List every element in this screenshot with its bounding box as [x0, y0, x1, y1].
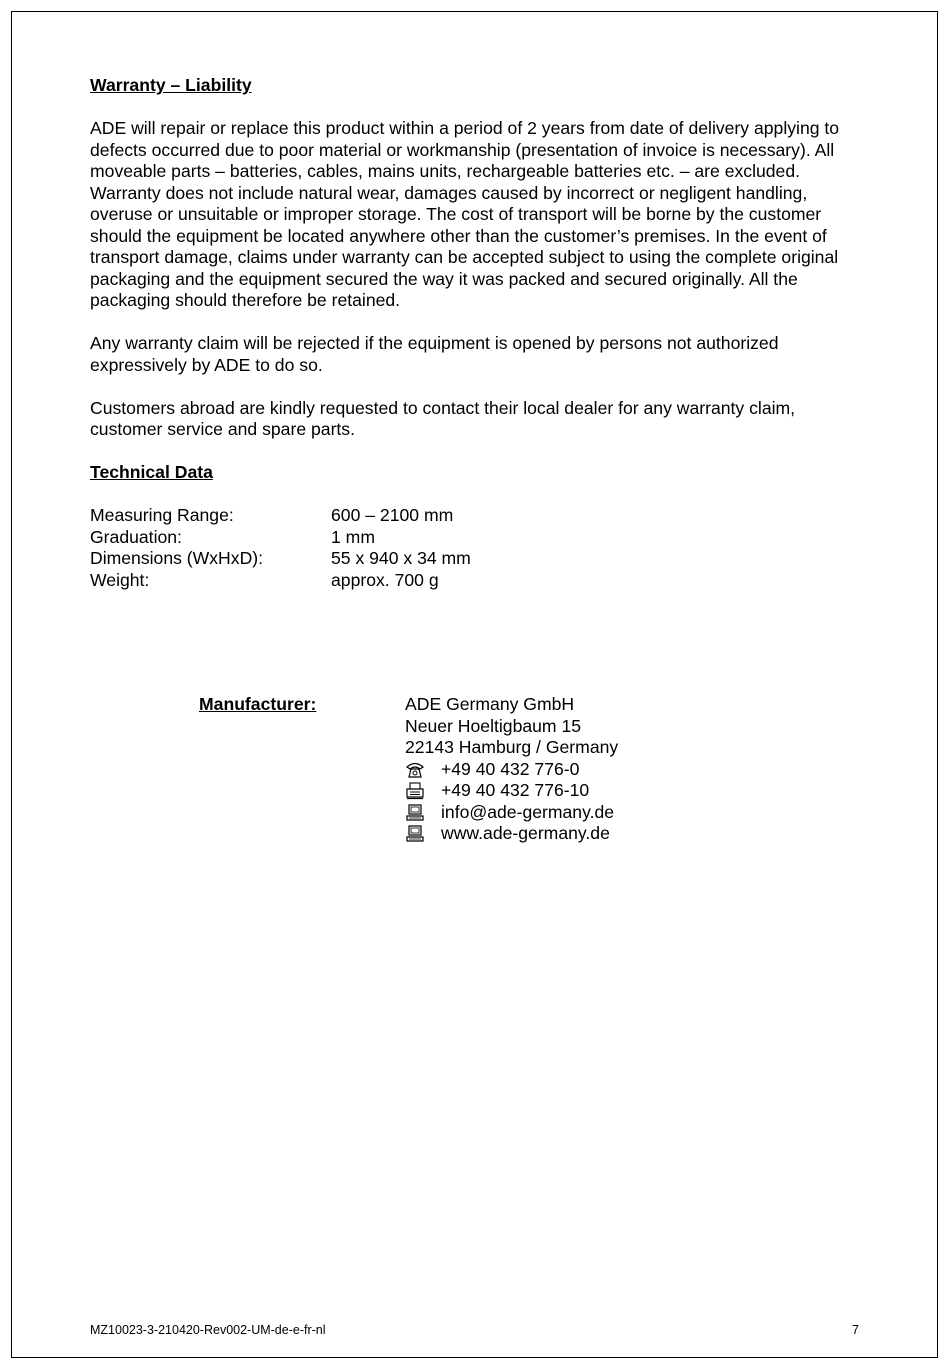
computer-icon	[405, 804, 425, 822]
fax-number: +49 40 432 776-10	[441, 780, 590, 800]
spec-label: Measuring Range:	[90, 505, 234, 525]
computer-icon	[405, 825, 425, 843]
warranty-paragraph-3: Customers abroad are kindly requested to contact their local dealer for any warranty claim, customer service and spare parts.	[90, 397, 796, 439]
phone-number: +49 40 432 776-0	[441, 758, 580, 779]
email-address[interactable]: info@ade-germany.de	[441, 801, 615, 822]
warranty-paragraph-2: Any warranty claim will be rejected if the equipment is opened by persons not authorized expressively by ADE to do so.	[90, 333, 779, 375]
fax-line	[405, 780, 618, 802]
spec-value: 600 – 2100 mm	[331, 505, 454, 525]
website-url[interactable]: www.ade-germany.de	[441, 823, 610, 843]
web-line	[405, 823, 618, 845]
city-address: 22143 Hamburg / Germany	[405, 737, 619, 757]
spec-row-graduation	[90, 527, 870, 549]
company-name: ADE Germany GmbH	[405, 694, 575, 714]
warranty-paragraph-1: ADE will repair or replace this product within a period of 2 years from date of delivery applying to defects occurred due to poor material or workmanship (presentation of invoice is necessary). All moveable parts – batteries, cables, mains units, rechargeable batteries etc. – are excluded. Warranty does not include natural wear, damages caused by incorrect or negligent handling, overuse or unsuitable or improper storage. The cost of transport will be borne by the customer should the equipment be located anywhere other than the customer’s premises. In the event of transport damage, claims under warranty can be accepted subject to using the complete original packaging and the equipment secured the way it was packed and secured originally. All the packaging should therefore be retained.	[90, 118, 840, 310]
warranty-heading: Warranty – Liability	[90, 75, 252, 95]
warranty-section	[90, 75, 870, 591]
street-address: Neuer Hoeltigbaum 15	[405, 715, 582, 736]
spec-value: 55 x 940 x 34 mm	[331, 548, 471, 568]
spec-row-weight	[90, 570, 870, 592]
spec-value: approx. 700 g	[331, 569, 439, 590]
manufacturer-address	[405, 694, 618, 845]
spec-label: Weight:	[90, 569, 150, 590]
email-line	[405, 802, 618, 824]
page-number: 7	[852, 1323, 859, 1337]
spec-label: Dimensions (WxHxD):	[90, 548, 264, 568]
spec-label: Graduation:	[90, 526, 182, 547]
spec-row-dimensions	[90, 548, 870, 570]
spec-value: 1 mm	[331, 526, 375, 547]
telephone-icon	[405, 761, 425, 779]
technical-data-heading: Technical Data	[90, 462, 213, 482]
fax-icon	[405, 782, 425, 800]
technical-data-table	[90, 505, 870, 591]
document-id: MZ10023-3-210420-Rev002-UM-de-e-fr-nl	[90, 1323, 326, 1337]
phone-line	[405, 759, 618, 781]
spec-row-measuring-range	[90, 505, 870, 527]
manufacturer-label: Manufacturer:	[199, 694, 317, 714]
